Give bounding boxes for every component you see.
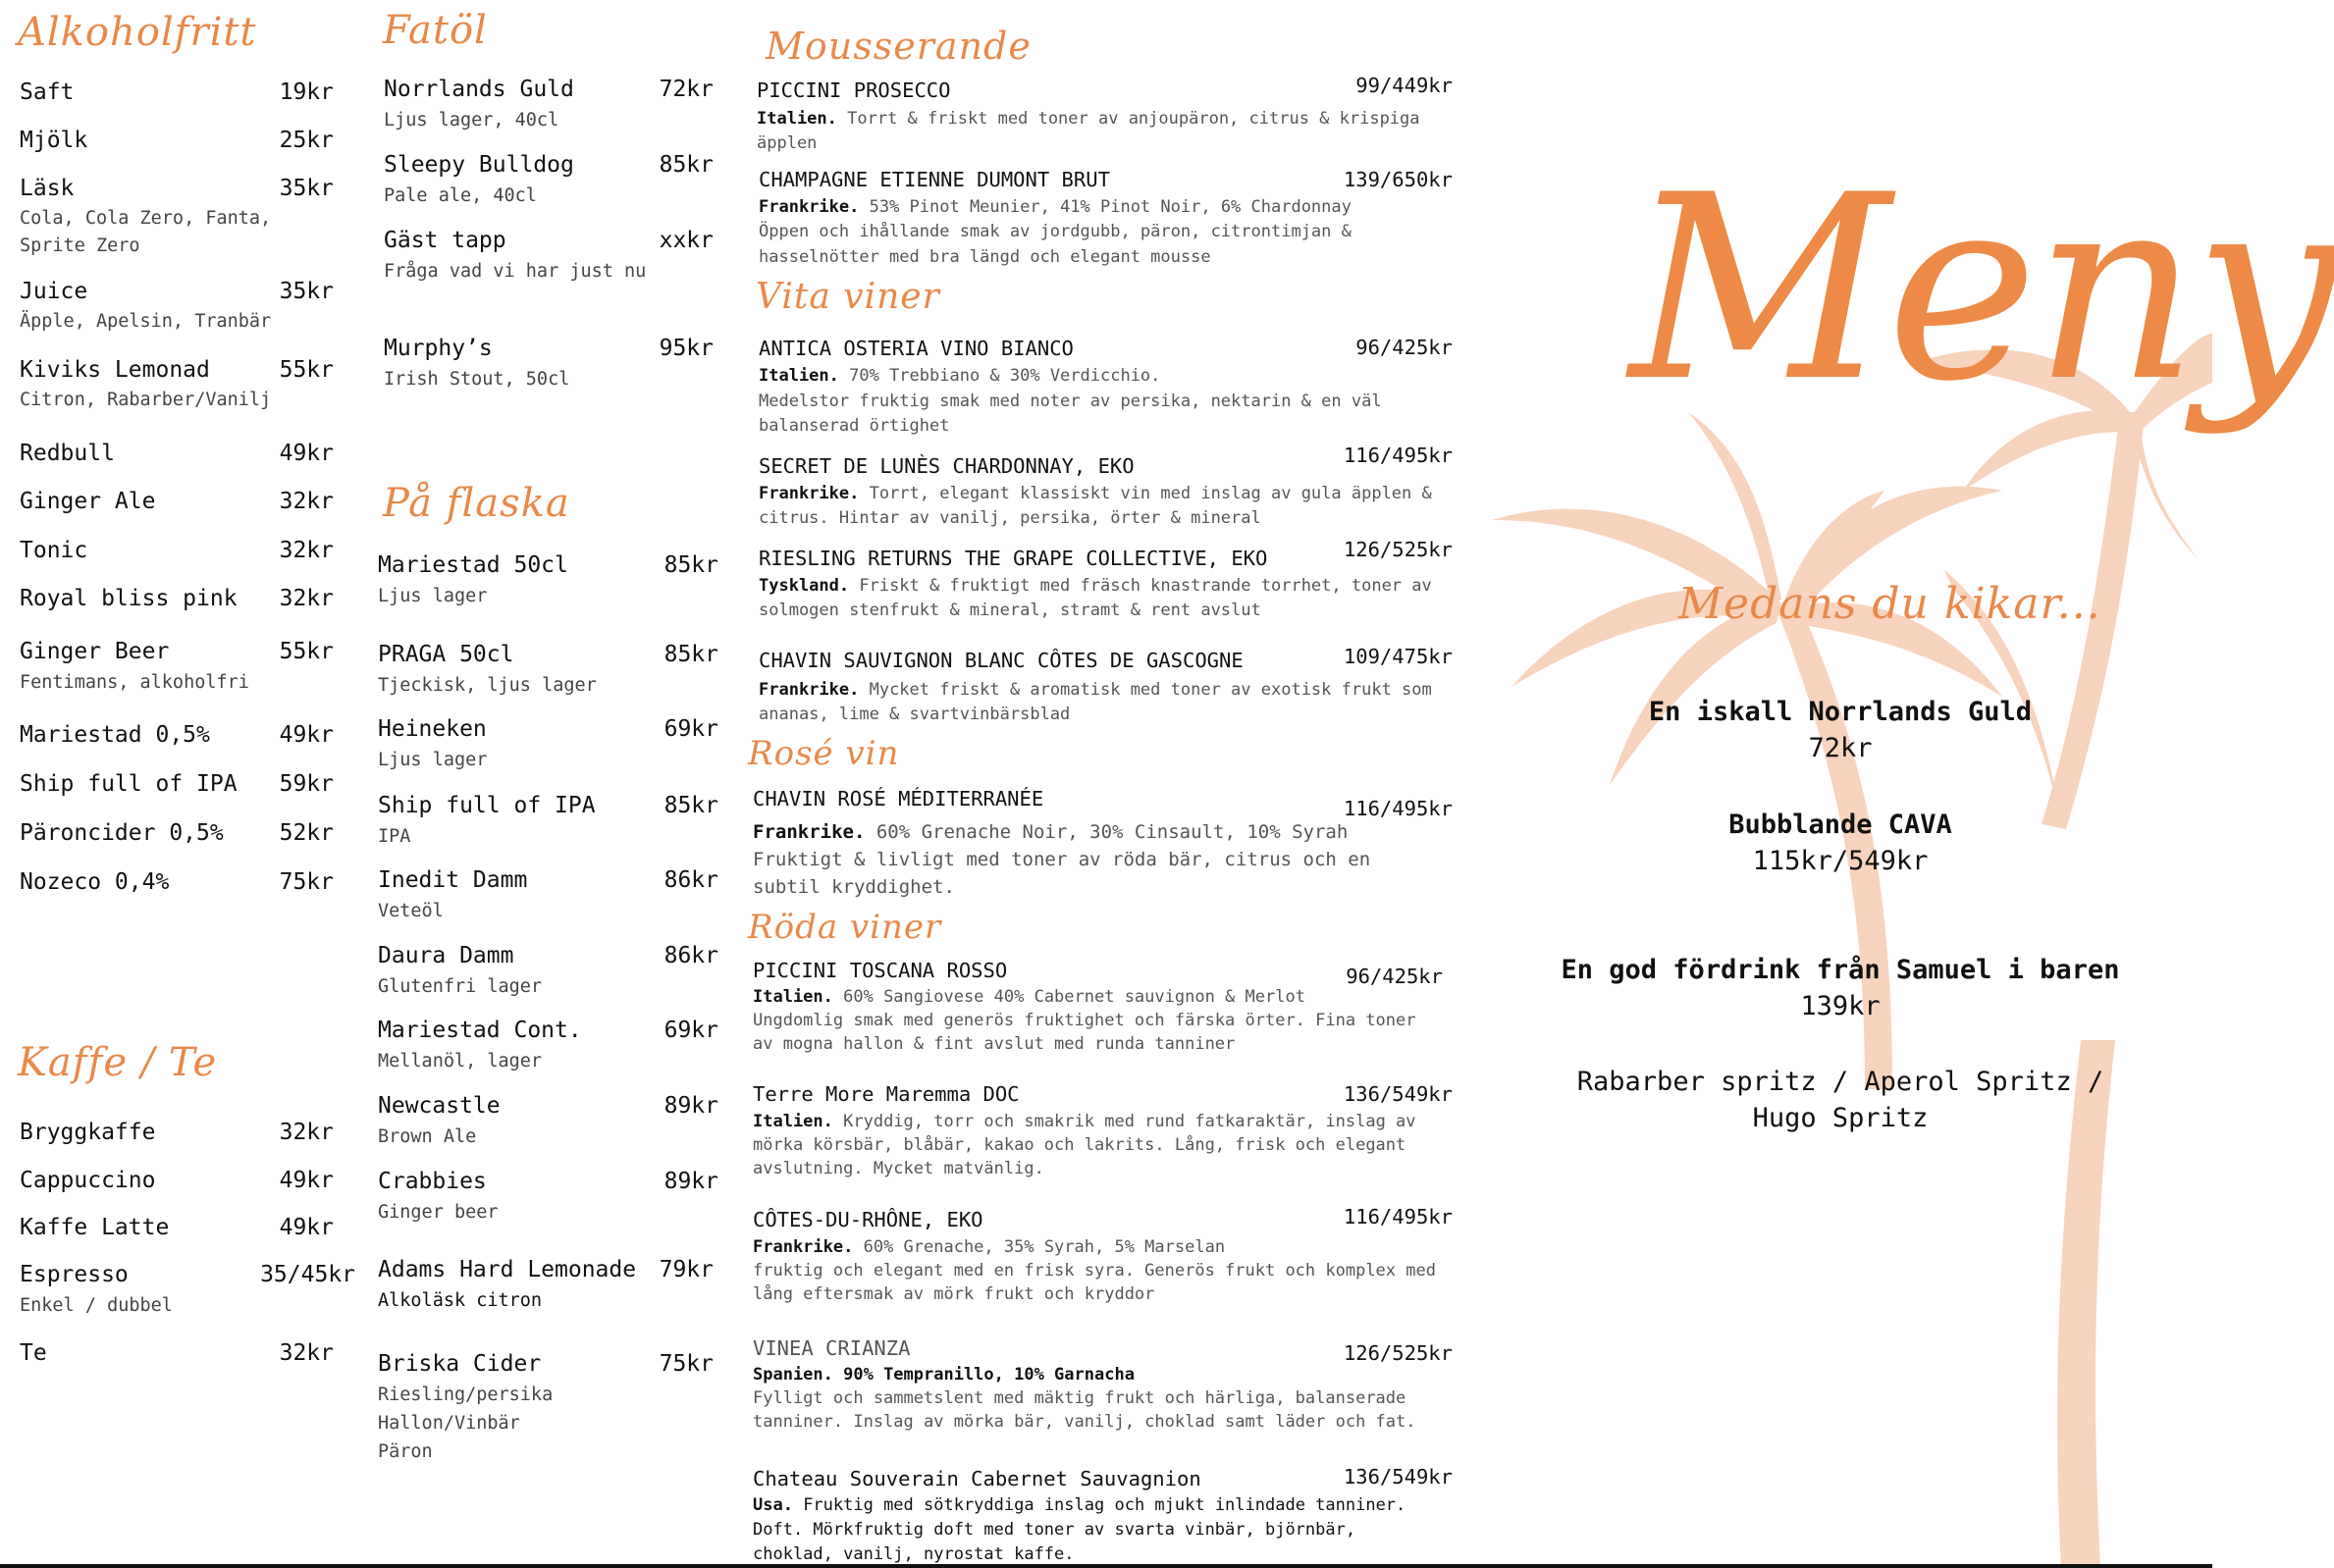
menu-item-name: Kiviks Lemonad <box>20 357 210 383</box>
wine-origin: Usa. <box>753 1495 793 1515</box>
section-heading-vita-viner: Vita viner <box>756 277 940 317</box>
wine-description <box>757 107 1420 131</box>
menu-item-name: Läsk <box>20 176 75 201</box>
offer-title: En iskall Norrlands Guld <box>1648 697 2033 727</box>
menu-item-price: 75kr <box>279 869 334 895</box>
menu-item-description: Ljus lager <box>378 750 488 770</box>
menu-item-description: Cola, Cola Zero, Fanta, <box>20 208 272 229</box>
wine-price: 139/650kr <box>1343 168 1453 191</box>
wine-description-text: 70% Trebbiano & 30% Verdicchio. <box>838 366 1161 386</box>
wine-description-text: Kryddig, torr och smakrik med rund fatkaraktär, inslag av <box>832 1112 1416 1131</box>
wine-description <box>753 1110 1416 1134</box>
wine-origin: Frankrike. <box>759 484 860 503</box>
wine-price: 99/449kr <box>1355 74 1453 97</box>
menu-item-price: 55kr <box>279 639 334 664</box>
menu-item-description: Glutenfri lager <box>378 976 543 997</box>
wine-description: choklad, vanilj, nyrostat kaffe. <box>753 1544 1075 1564</box>
wine-description: citrus. Hintar av vanilj, persika, örter & mineral <box>759 508 1261 528</box>
wine-description-text: Mycket friskt & aromatisk med toner av exotisk frukt som <box>859 680 1432 700</box>
menu-item-description: Päron <box>378 1441 433 1462</box>
wine-description <box>759 482 1432 506</box>
bottom-border <box>0 1564 2212 1568</box>
wine-description: ananas, lime & svartvinbärsblad <box>759 705 1071 724</box>
menu-item-name: Nozeco 0,4% <box>20 869 170 895</box>
wine-description <box>753 1493 1406 1518</box>
wine-price: 96/425kr <box>1355 336 1453 359</box>
menu-item-name: Redbull <box>20 441 115 466</box>
menu-item-description: Brown Ale <box>378 1126 477 1147</box>
wine-name: VINEA CRIANZA <box>753 1336 911 1360</box>
menu-item-name: Ginger Ale <box>20 489 156 514</box>
menu-item-price: 55kr <box>279 357 334 383</box>
wine-description-text: 60% Grenache, 35% Syrah, 5% Marselan <box>853 1237 1226 1257</box>
menu-item-name: Inedit Damm <box>378 867 528 893</box>
wine-description-text: 53% Pinot Meunier, 41% Pinot Noir, 6% Chardonnay <box>859 197 1352 217</box>
menu-item-price: 85kr <box>663 552 718 578</box>
menu-item-price: 95kr <box>659 336 714 361</box>
menu-item-name: Newcastle <box>378 1093 501 1119</box>
menu-item-description: Ljus lager, 40cl <box>384 110 559 131</box>
spritz-list: Rabarber spritz / Aperol Spritz / <box>1576 1067 2104 1097</box>
menu-item-description: Pale ale, 40cl <box>384 185 537 206</box>
wine-origin: Italien. <box>757 109 837 129</box>
menu-item-price: 69kr <box>663 1018 718 1043</box>
wine-description: avslutning. Mycket matvänlig. <box>753 1159 1044 1178</box>
menu-item-name: Päroncider 0,5% <box>20 820 224 846</box>
wine-description-text: Torrt & friskt med toner av anjoupäron, citrus & krispiga <box>836 109 1420 129</box>
menu-item-price: 32kr <box>279 489 334 514</box>
wine-description-text: 90% Tempranillo, 10% Garnacha <box>832 1365 1135 1385</box>
wine-price: 136/549kr <box>1343 1465 1453 1489</box>
wine-price: 116/495kr <box>1343 797 1453 820</box>
section-heading-alkoholfritt: Alkoholfritt <box>18 10 257 55</box>
menu-item-description: Äpple, Apelsin, Tranbär <box>20 311 272 332</box>
menu-item-name: Espresso <box>20 1262 129 1287</box>
menu-item-description: Mellanöl, lager <box>378 1051 543 1071</box>
menu-item-name: Sleepy Bulldog <box>384 152 574 178</box>
section-heading-mousserande: Mousserande <box>766 25 1032 68</box>
menu-item-description: Ljus lager <box>378 586 488 606</box>
wine-description: mörka körsbär, blåbär, kakao och lakrits. Lång, frisk och elegant <box>753 1135 1406 1155</box>
menu-item-name: Daura Damm <box>378 943 514 968</box>
menu-item-price: 85kr <box>663 642 718 667</box>
wine-price: 96/425kr <box>1346 965 1443 988</box>
menu-item-name: Ship full of IPA <box>20 771 238 797</box>
menu-item-description: Enkel / dubbel <box>20 1295 173 1316</box>
menu-item-description: Sprite Zero <box>20 235 140 256</box>
menu-item-description: Veteöl <box>378 901 444 921</box>
wine-origin: Italien. <box>753 1112 833 1131</box>
menu-item-price: 79kr <box>659 1257 714 1282</box>
menu-item-description: Citron, Rabarber/Vanilj <box>20 390 272 410</box>
wine-description: Öppen och ihållande smak av jordgubb, päron, citrontimjan & <box>759 222 1352 241</box>
section-heading-pa-flaska: På flaska <box>383 481 570 526</box>
wine-name: SECRET DE LUNÈS CHARDONNAY, EKO <box>759 454 1135 478</box>
offer-title: Bubblande CAVA <box>1728 810 1952 840</box>
wine-origin: Frankrike. <box>759 197 860 217</box>
menu-item-price: 32kr <box>279 1120 334 1145</box>
wine-name: PICCINI TOSCANA ROSSO <box>753 959 1008 982</box>
wine-description: hasselnötter med bra längd och elegant mousse <box>759 247 1211 267</box>
menu-item-price: 32kr <box>279 538 334 563</box>
menu-item-price: 32kr <box>279 586 334 611</box>
wine-origin: Frankrike. <box>753 1237 854 1257</box>
menu-item-price: 32kr <box>279 1340 334 1366</box>
menu-item-price: 52kr <box>279 820 334 846</box>
wine-name: PICCINI PROSECCO <box>757 78 951 102</box>
menu-item-price: xxkr <box>659 228 714 253</box>
menu-item-name: Royal bliss pink <box>20 586 238 611</box>
wine-origin: Frankrike. <box>759 680 860 700</box>
wine-description: äpplen <box>757 133 818 153</box>
section-heading-roda-viner: Röda viner <box>748 908 942 947</box>
wine-description <box>753 1363 1135 1387</box>
wine-description: lång eftersmak av mörk frukt och kryddor <box>753 1284 1155 1304</box>
menu-item-price: 25kr <box>279 128 334 153</box>
menu-item-name: PRAGA 50cl <box>378 642 514 667</box>
menu-item-description: IPA <box>378 826 411 847</box>
wine-description: Ungdomlig smak med generös fruktighet och färska örter. Fina toner <box>753 1011 1416 1030</box>
offer-price: 115kr/549kr <box>1752 846 1929 876</box>
wine-description <box>753 1235 1225 1260</box>
menu-item-price: 35kr <box>279 176 334 201</box>
wine-name: Terre More Maremma DOC <box>753 1082 1020 1106</box>
menu-item-name: Ginger Beer <box>20 639 170 664</box>
offer-price: 139kr <box>1800 991 1881 1021</box>
wine-description <box>753 985 1305 1010</box>
menu-item-name: Mariestad 50cl <box>378 552 568 578</box>
wine-description: Doft. Mörkfruktig doft med toner av svarta vinbär, björnbär, <box>753 1520 1356 1540</box>
menu-item-price: 49kr <box>279 1215 334 1240</box>
menu-item-name: Cappuccino <box>20 1168 156 1193</box>
menu-item-price: 69kr <box>663 716 718 742</box>
menu-item-description: Alkoläsk citron <box>378 1290 543 1311</box>
wine-description: balanserad örtighet <box>759 416 950 436</box>
menu-item-price: 89kr <box>663 1093 718 1119</box>
menu-item-name: Ship full of IPA <box>378 793 596 818</box>
menu-item-name: Mjölk <box>20 128 88 153</box>
spritz-list: Hugo Spritz <box>1752 1103 1929 1133</box>
wine-description <box>759 678 1432 703</box>
wine-price: 136/549kr <box>1343 1082 1453 1106</box>
wine-name: CHAVIN SAUVIGNON BLANC CÔTES DE GASCOGNE <box>759 649 1244 672</box>
wine-description: solmogen stenfrukt & mineral, stramt & rent avslut <box>759 601 1261 620</box>
wine-description: Medelstor fruktig smak med noter av persika, nektarin & en väl <box>759 392 1382 411</box>
wine-name: CÔTES-DU-RHÔNE, EKO <box>753 1208 983 1231</box>
menu-item-description: Fråga vad vi har just nu <box>384 261 647 282</box>
menu-item-price: 49kr <box>279 722 334 748</box>
wine-name: Chateau Souverain Cabernet Sauvagnion <box>753 1467 1201 1490</box>
wine-origin: Frankrike. <box>753 821 866 843</box>
wine-description <box>759 364 1160 389</box>
wine-name: ANTICA OSTERIA VINO BIANCO <box>759 337 1074 360</box>
menu-item-price: 49kr <box>279 441 334 466</box>
cover-subtitle: Medans du kikar... <box>1678 579 2101 629</box>
section-heading-rose-vin: Rosé vin <box>748 734 900 773</box>
wine-description-text: Fruktig med sötkryddiga inslag och mjukt inlindade tanniner. <box>792 1495 1406 1515</box>
wine-description-text: 60% Sangiovese 40% Cabernet sauvignon & Merlot <box>832 987 1305 1007</box>
wine-name: CHAMPAGNE ETIENNE DUMONT BRUT <box>759 168 1110 191</box>
menu-item-name: Gäst tapp <box>384 228 506 253</box>
offer-title: En god fördrink från Samuel i baren <box>1561 955 2120 985</box>
wine-price: 126/525kr <box>1343 538 1453 561</box>
menu-item-name: Mariestad Cont. <box>378 1018 582 1043</box>
menu-item-price: 35kr <box>279 279 334 304</box>
wine-description <box>759 195 1352 220</box>
wine-description: Fruktigt & livligt med toner av röda bär, citrus och en <box>753 849 1371 870</box>
menu-item-name: Norrlands Guld <box>384 77 574 102</box>
menu-item-description: Fentimans, alkoholfri <box>20 672 249 693</box>
wine-description: subtil kryddighet. <box>753 876 955 898</box>
menu-item-price: 59kr <box>279 771 334 797</box>
menu-item-description: Hallon/Vinbär <box>378 1413 520 1434</box>
menu-item-name: Te <box>20 1340 47 1366</box>
wine-description: av mogna hallon & fint avslut med runda tanniner <box>753 1034 1236 1054</box>
menu-item-name: Saft <box>20 79 75 105</box>
menu-item-price: 89kr <box>663 1169 718 1194</box>
menu-item-name: Juice <box>20 279 88 304</box>
wine-description-text: 60% Grenache Noir, 30% Cinsault, 10% Syrah <box>865 821 1349 843</box>
wine-name: RIESLING RETURNS THE GRAPE COLLECTIVE, EKO <box>759 547 1268 570</box>
menu-item-description: Tjeckisk, ljus lager <box>378 675 597 696</box>
menu-item-name: Kaffe Latte <box>20 1215 170 1240</box>
menu-item-name: Bryggkaffe <box>20 1120 156 1145</box>
wine-description-text: Torrt, elegant klassiskt vin med inslag av gula äpplen & <box>859 484 1432 503</box>
menu-title: Meny <box>1629 141 2334 438</box>
offer-price: 72kr <box>1808 733 1873 763</box>
wine-price: 116/495kr <box>1343 444 1453 467</box>
menu-item-price: 72kr <box>659 77 714 102</box>
wine-origin: Italien. <box>759 366 839 386</box>
wine-description: fruktig och elegant med en frisk syra. Generös frukt och komplex med <box>753 1261 1436 1281</box>
wine-description: Fylligt och sammetslent med mäktig frukt och härliga, balanserade <box>753 1388 1406 1408</box>
menu-item-name: Tonic <box>20 538 88 563</box>
section-heading-kaffe: Kaffe / Te <box>18 1040 218 1085</box>
menu-item-description: Riesling/persika <box>378 1385 554 1405</box>
wine-price: 116/495kr <box>1343 1205 1453 1228</box>
menu-item-name: Briska Cider <box>378 1351 542 1377</box>
wine-description: tanniner. Inslag av mörka bär, vanilj, choklad samt läder och fat. <box>753 1412 1416 1432</box>
menu-item-name: Adams Hard Lemonade <box>378 1257 637 1282</box>
wine-origin: Italien. <box>753 987 833 1007</box>
section-heading-fatol: Fatöl <box>383 8 488 53</box>
wine-description-text: Friskt & fruktigt med fräsch knastrande torrhet, toner av <box>849 576 1432 596</box>
menu-item-price: 85kr <box>659 152 714 178</box>
menu-item-name: Murphy’s <box>384 336 493 361</box>
menu-item-price: 75kr <box>659 1351 714 1377</box>
menu-item-name: Mariestad 0,5% <box>20 722 210 748</box>
wine-origin: Spanien. <box>753 1365 833 1385</box>
wine-origin: Tyskland. <box>759 576 850 596</box>
wine-description <box>759 574 1432 599</box>
menu-item-name: Heineken <box>378 716 487 742</box>
wine-price: 109/475kr <box>1343 645 1453 668</box>
wine-description <box>753 818 1348 846</box>
wine-price: 126/525kr <box>1343 1341 1453 1365</box>
menu-item-price: 85kr <box>663 793 718 818</box>
menu-item-description: Irish Stout, 50cl <box>384 369 570 390</box>
menu-item-price: 35/45kr <box>260 1262 355 1287</box>
menu-item-name: Crabbies <box>378 1169 487 1194</box>
menu-item-price: 19kr <box>279 79 334 105</box>
menu-item-price: 86kr <box>663 943 718 968</box>
menu-item-description: Ginger beer <box>378 1202 499 1223</box>
menu-item-price: 86kr <box>663 867 718 893</box>
menu-item-price: 49kr <box>279 1168 334 1193</box>
wine-name: CHAVIN ROSÉ MÉDITERRANÉE <box>753 787 1044 810</box>
